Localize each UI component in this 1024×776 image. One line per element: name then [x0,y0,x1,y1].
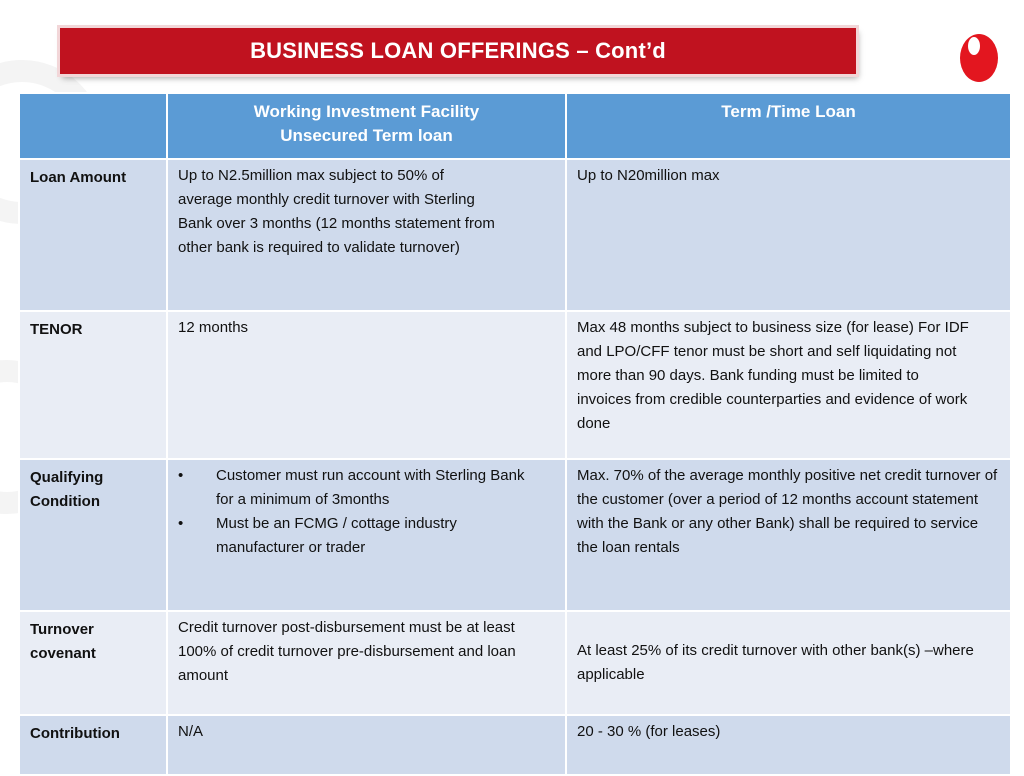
row-label: Turnover covenant [19,611,167,715]
sterling-logo-icon [958,30,1000,84]
wif-loan-amount: Up to N2.5million max subject to 50% of average monthly credit turnover with Sterling Bank over 3 months (12 months statement from other bank is required to validate turnover) [167,159,566,311]
table-header-row [19,93,1011,159]
header-working-investment [167,93,566,159]
loan-offerings-table [18,92,1012,776]
row-label: Loan Amount [19,159,167,311]
row-label: TENOR [19,311,167,459]
row-label: Qualifying Condition [19,459,167,611]
wif-tenor: 12 months [167,311,566,459]
page-title: BUSINESS LOAN OFFERINGS – Cont’d [250,38,666,63]
term-contribution: 20 - 30 % (for leases) [566,715,1011,775]
title-banner [60,28,856,74]
table-row-loan-amount [19,159,1011,311]
table-row-contribution [19,715,1011,775]
wif-qualifying-condition [167,459,566,611]
qualifying-bullet-list [178,464,525,560]
term-qualifying-condition: Max. 70% of the average monthly positive net credit turnover of the customer (over a period of 12 months account statement with the Bank or any other Bank) shall be required to service the loan rentals [566,459,1011,611]
table-row-tenor [19,311,1011,459]
list-item: • Must be an FCMG / cottage industry manufacturer or trader [178,512,525,560]
row-label: Contribution [19,715,167,775]
header-term-loan: Term /Time Loan [566,93,1011,159]
term-loan-amount: Up to N20million max [566,159,1011,311]
term-tenor: Max 48 months subject to business size (for lease) For IDF and LPO/CFF tenor must be short and self liquidating not more than 90 days. Bank funding must be limited to invoices from credible counterparties and evidence of work done [566,311,1011,459]
header-wif-line1: Working Investment Facility [253,102,480,121]
term-turnover-covenant [566,611,1011,715]
table-row-qualifying-condition [19,459,1011,611]
list-item: • Customer must run account with Sterling Bank for a minimum of 3months [178,464,525,512]
term-turnover-text: At least 25% of its credit turnover with other bank(s) –where applicable [577,642,974,683]
header-wif-line2: Unsecured Term loan [280,126,453,145]
wif-turnover-covenant: Credit turnover post-disbursement must be at least 100% of credit turnover pre-disbursement and loan amount [167,611,566,715]
wif-contribution: N/A [167,715,566,775]
table-row-turnover-covenant [19,611,1011,715]
header-empty-cell [19,93,167,159]
